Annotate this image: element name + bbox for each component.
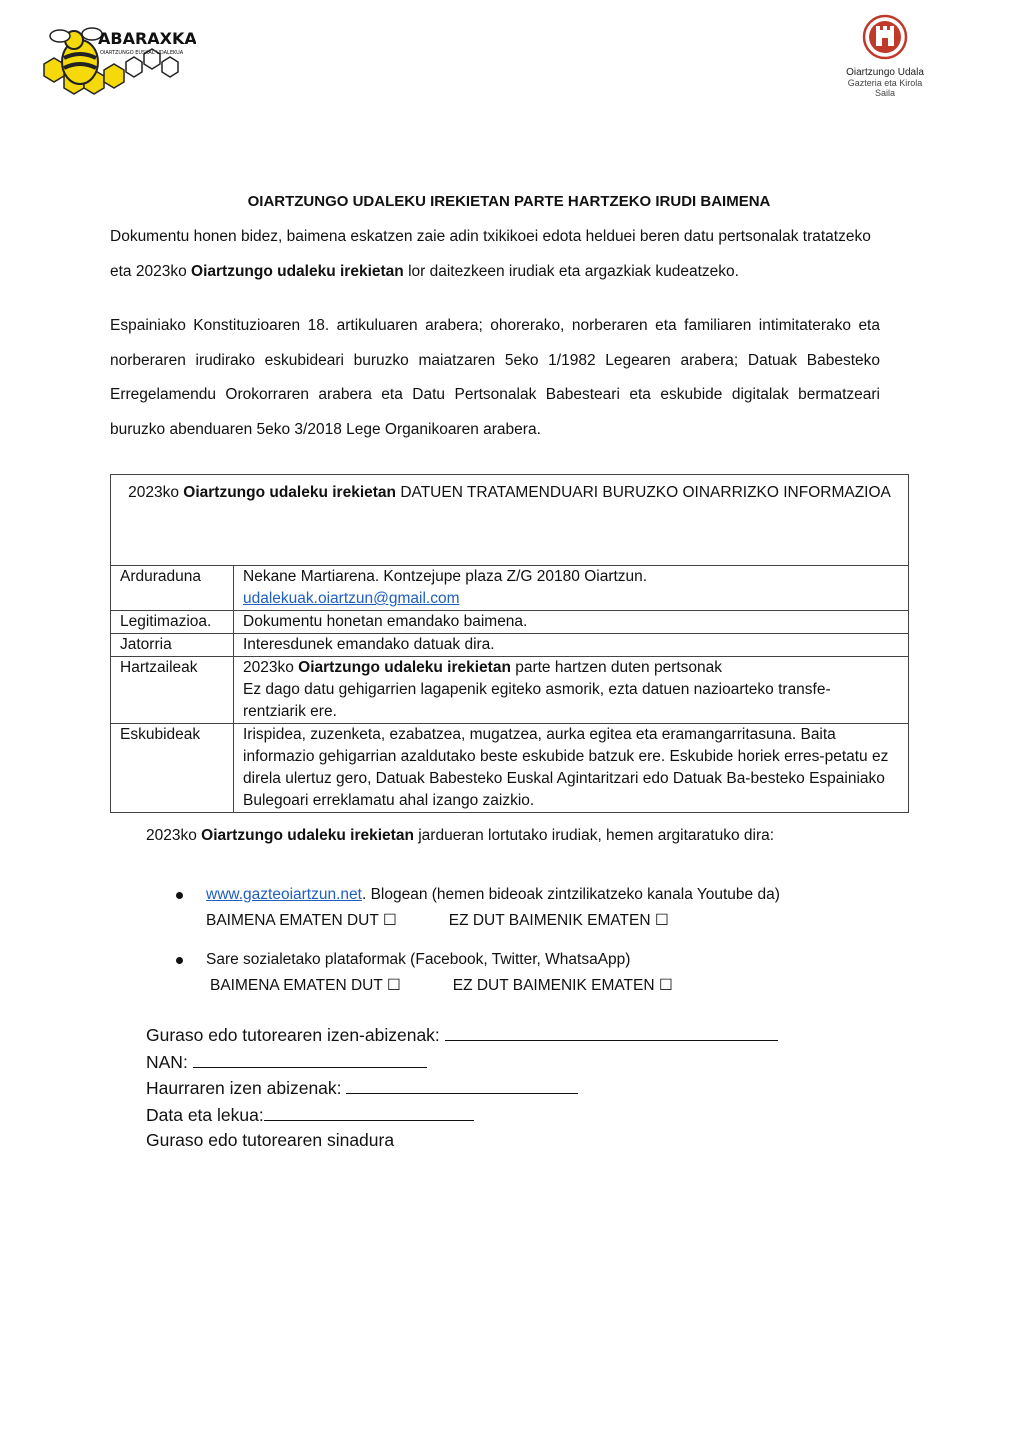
row-value: Interesdunek emandako datuak dira. (234, 634, 909, 657)
date-place-field[interactable] (264, 1102, 474, 1121)
department-caption: Gazteria eta Kirola Saila (847, 78, 923, 98)
publication-post: jardueran lortutako irudiak, hemen argitaratuko dira: (413, 827, 775, 844)
bee-honeycomb-logo-icon (36, 14, 196, 96)
recipients-bold: Oiartzungo udaleku irekietan (298, 659, 511, 676)
option-text: . Blogean (hemen bideoak zintzilikatzeko kanala Youtube da) (361, 886, 780, 903)
table-row (111, 657, 909, 724)
council-caption: Oiartzungo Udala (846, 67, 924, 78)
option-text: Sare sozialetako plataformak (Facebook, Twitter, WhatsaApp) (206, 951, 631, 968)
guardian-name-field[interactable] (445, 1022, 778, 1041)
consent-yes-checkbox[interactable]: BAIMENA EMATEN DUT ☐ (210, 977, 401, 994)
date-place-label: Data eta lekua: (146, 1104, 264, 1125)
table-row (111, 634, 909, 657)
legal-basis-paragraph: Espainiako Konstituzioaren 18. artikuluaren arabera; ohorerako, norberaren eta familiaren intimitaterako eta norberaren irudirako eskubideari buruzko maiatzaren 5eko 1/1982 Legearen arabera; Datuak Babesteko Erregelamendu Orokorraren arabera eta Datu Pertsonalak Babesteari eta eskubide digitalak bermatzeari buruzko abenduaren 5eko 3/2018 Lege Organikoaren arabera. (110, 317, 880, 438)
list-item (170, 947, 930, 999)
castle-seal-icon (862, 14, 908, 60)
publication-intro (146, 827, 774, 845)
data-processing-table (110, 474, 909, 813)
intro-paragraph (110, 220, 880, 289)
consent-no-checkbox[interactable]: EZ DUT BAIMENIK EMATEN ☐ (448, 912, 669, 929)
table-header (111, 475, 909, 566)
guardian-name-label: Guraso edo tutorearen izen-abizenak: (146, 1025, 445, 1045)
publication-pre: 2023ko (146, 827, 202, 844)
row-value: Irispidea, zuzenketa, ezabatzea, mugatzea, aurka egitea eta eramangarritasuna. Baita informazio gehigarrian azaldutako beste eskubide batzuk ere. Eskubide horiek erres-petatu ez direla ulertuz gero, Datuak Babesteko Euskal Agintaritzari edo Datuak Ba-besteko Espainiako Bulegoari erreklamatu ahal izango zaizkio. (234, 724, 909, 813)
document-title: OIARTZUNGO UDALEKU IREKIETAN PARTE HARTZEKO IRUDI BAIMENA (247, 193, 771, 210)
abaraxka-logo (36, 14, 196, 96)
table-header-pre: 2023ko (128, 484, 184, 501)
nan-field[interactable] (193, 1049, 427, 1068)
email-link[interactable]: udalekuak.oiartzun@gmail.com (243, 590, 460, 607)
recipients-pre: 2023ko (243, 659, 299, 676)
bullet-icon (176, 892, 183, 899)
bullet-icon (176, 957, 183, 964)
intro-text-bold: Oiartzungo udaleku irekietan (191, 262, 404, 280)
logo-text: ABARAXKA (98, 29, 196, 48)
row-value: Dokumentu honetan emandako baimena. (234, 611, 909, 634)
publication-bold: Oiartzungo udaleku irekietan (201, 827, 414, 844)
table-row (111, 724, 909, 813)
row-value (234, 566, 909, 611)
table-header-bold: Oiartzungo udaleku irekietan (183, 484, 397, 501)
row-label: Hartzaileak (111, 657, 234, 724)
table-header-post: DATUEN TRATAMENDUARI BURUZKO OINARRIZKO INFORMAZIOA (396, 484, 891, 501)
signature-label: Guraso edo tutorearen sinadura (146, 1130, 395, 1150)
row-label: Legitimazioa. (111, 611, 234, 634)
consent-no-checkbox[interactable]: EZ DUT BAIMENIK EMATEN ☐ (452, 977, 673, 994)
intro-text-b: lor daitezkeen irudiak eta argazkiak kudeatzeko. (403, 262, 739, 280)
child-name-label: Haurraren izen abizenak: (146, 1078, 347, 1098)
oiartzun-council-logo (838, 14, 932, 98)
row-label: Eskubideak (111, 724, 234, 813)
table-row (111, 566, 909, 611)
website-link[interactable]: www.gazteoiartzun.net (206, 886, 362, 903)
row-label: Arduraduna (111, 566, 234, 611)
recipients-post: parte hartzen duten pertsonak (510, 659, 723, 676)
recipients-line3: rentziarik ere. (243, 703, 337, 720)
consent-yes-checkbox[interactable]: BAIMENA EMATEN DUT ☐ (206, 912, 397, 929)
table-row (111, 611, 909, 634)
logo-subtext: OIARTZUNGO EUSKAL UDALEKUA (100, 50, 184, 56)
consent-options (170, 882, 930, 999)
row-value (234, 657, 909, 724)
intro-text-a: Dokumentu honen bidez, baimena eskatzen zaie adin txikikoei edota helduei beren datu pertsonalak tratatzeko eta 2023ko (110, 228, 871, 280)
row-label: Jatorria (111, 634, 234, 657)
signature-form (146, 1022, 778, 1154)
child-name-field[interactable] (346, 1075, 578, 1094)
recipients-line2: Ez dago datu gehigarrien lagapenik egiteko asmorik, ezta datuen nazioarteko transfe- (243, 681, 831, 698)
controller-text: Nekane Martiarena. Kontzejupe plaza Z/G 20180 Oiartzun. (243, 568, 648, 585)
list-item (170, 882, 930, 934)
nan-label: NAN: (146, 1051, 193, 1072)
